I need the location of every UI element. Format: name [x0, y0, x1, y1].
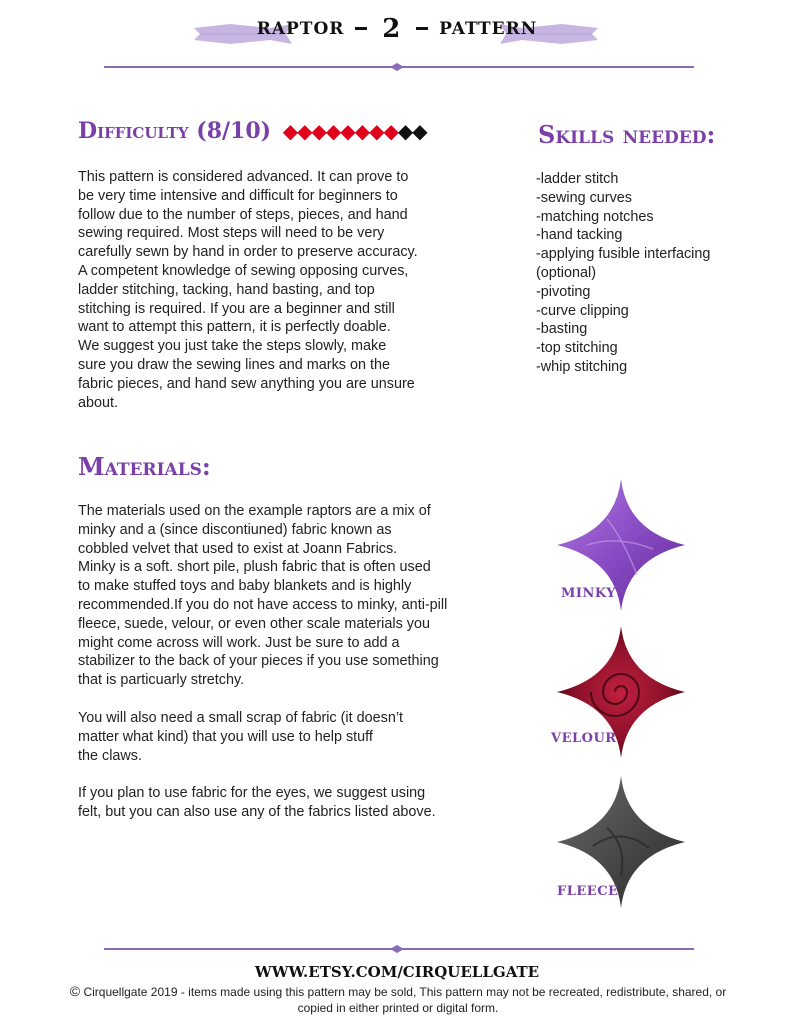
header-dash	[416, 27, 428, 30]
skills-title: Skills needed:	[538, 120, 716, 149]
skill-item: -hand tacking	[536, 227, 623, 244]
diamond-filled-icon: ◆	[383, 119, 398, 143]
skill-item: -curve clipping	[536, 302, 629, 319]
header-left-word: RAPTOR	[256, 19, 345, 39]
materials-paragraph-1: The materials used on the example raptors are a mix of minky and a (since discontiuned) fabric known as cobbled velvet that used to exist at Joann Fabrics. Minky is a soft. short pile, plush fabric that is often used to make stuffed toys and baby blankets and is highly recommended.If you do not have access to minky, anti-pill fleece, suede, velour, or even other scale materials you might come across will work. Just be sure to add a stabilizer to the back of your pieces if you use something that is particuarly stretchy.	[78, 503, 448, 689]
header-right-word: PATTERN	[439, 19, 538, 39]
footer-divider-diamond	[390, 945, 404, 953]
fleece-label: FLEECE	[557, 884, 619, 899]
page-number: 2	[382, 14, 402, 44]
skill-item: -sewing curves	[536, 189, 632, 206]
diamond-empty-icon: ◆	[412, 119, 427, 143]
skill-item: -ladder stitch	[536, 171, 619, 187]
diamond-filled-icon: ◆	[282, 119, 298, 143]
copyright-text: Cirquellgate 2019 - items made using this pattern may be sold, This pattern may not be recreated, redistribute, shared, or copied in either printed or digital form.	[83, 985, 727, 1015]
materials-paragraph-2: You will also need a small scrap of fabric (it doesn’t matter what kind) that you will use to help stuff the claws.	[78, 710, 404, 764]
skill-item: -matching notches	[536, 208, 654, 225]
difficulty-title: Difficulty (8/10)	[78, 118, 272, 144]
difficulty-rating	[283, 119, 427, 143]
etsy-url-link[interactable]: WWW.ETSY.COM/CIRQUELLGATE	[254, 963, 540, 981]
header-dash	[355, 27, 367, 30]
skill-item: -basting	[536, 321, 588, 338]
diamond-empty-icon: ◆	[397, 119, 413, 143]
velour-label: VELOUR	[551, 731, 617, 746]
minky-label: MINKY	[561, 586, 617, 601]
skill-item: -pivoting	[536, 283, 591, 300]
header-divider-diamond	[390, 63, 404, 71]
skill-item: -top stitching	[536, 340, 618, 357]
diamond-filled-icon: ◆	[311, 119, 326, 143]
diamond-filled-icon: ◆	[325, 119, 341, 143]
skills-list	[536, 170, 710, 377]
materials-title: Materials:	[78, 452, 211, 481]
copyright-notice	[56, 984, 740, 1016]
skill-item: (optional)	[536, 264, 596, 281]
materials-paragraph-3: If you plan to use fabric for the eyes, we suggest using felt, but you can also use any of the fabrics listed above.	[78, 785, 436, 820]
copyright-icon: ©	[69, 983, 81, 999]
skill-item: -whip stitching	[536, 358, 628, 375]
difficulty-heading	[78, 118, 427, 144]
diamond-filled-icon: ◆	[297, 119, 312, 143]
difficulty-description: This pattern is considered advanced. It can prove to be very time intensive and difficult for beginners to follow due to the number of steps, pieces, and hand sewing required. Most steps will need to be very carefully sewn by hand in order to preserve accuracy. A competent knowledge of sewing opposing curves, ladder stitching, tacking, hand basting, and top stitching is required. If you are a beginner and still want to attempt this pattern, it is perfectly doable. We suggest you just take the steps slowly, make sure you draw the sewing lines and marks on the fabric pieces, and hand sew anything you are unsure about.	[78, 169, 418, 411]
diamond-filled-icon: ◆	[340, 119, 355, 143]
page-header	[0, 14, 794, 44]
skill-item: -applying fusible interfacing	[536, 246, 711, 263]
diamond-filled-icon: ◆	[369, 119, 384, 143]
diamond-filled-icon: ◆	[354, 119, 370, 143]
